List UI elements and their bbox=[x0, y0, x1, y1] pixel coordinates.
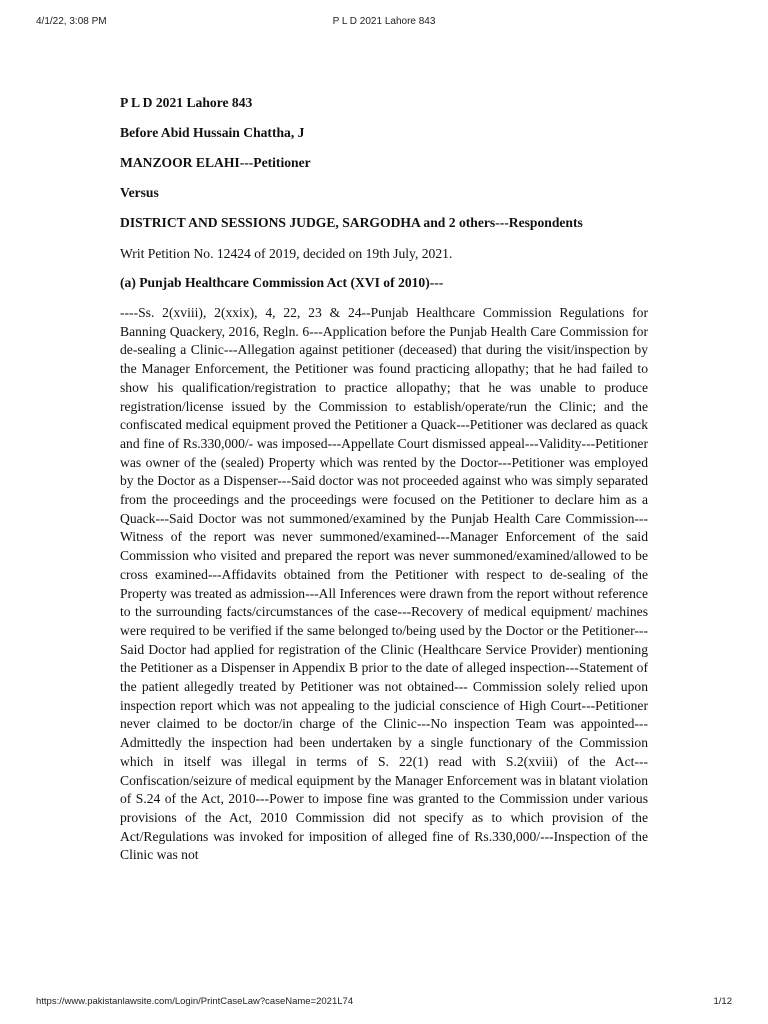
print-header bbox=[36, 16, 732, 32]
bench-line: Before Abid Hussain Chattha, J bbox=[120, 125, 305, 140]
petitioner-line: MANZOOR ELAHI---Petitioner bbox=[120, 155, 311, 170]
print-datetime: 4/1/22, 3:08 PM bbox=[36, 16, 107, 27]
print-footer bbox=[36, 996, 732, 1010]
respondents-line: DISTRICT AND SESSIONS JUDGE, SARGODHA and 2 others---Respondents bbox=[120, 215, 583, 230]
case-document bbox=[120, 94, 648, 865]
versus-line: Versus bbox=[120, 185, 159, 200]
headnote-body: ----Ss. 2(xviii), 2(xxix), 4, 22, 23 & 24--Punjab Healthcare Commission Regulations for Banning Quackery, 2016, Regln. 6---Application before the Punjab Health Care Commission for de-sealing a Clinic---Allegation against petitioner (deceased) that during the visit/inspection by the Manager Enforcement, the Petitioner was found practicing allopathy; that he had failed to show his qualification/registration to practice allopathy; that he was unable to produce registration/license issued by the Commission to establish/operate/run the Clinic; and the confiscated medical equipment proved the Petitioner a Quack---Petitioner was declared as quack and fine of Rs.330,000/- was imposed---Appellate Court dismissed appeal---Validity---Petitioner was owner of the (sealed) Property which was rented by the Doctor---Petitioner was employed by the Doctor as a Dispenser---Said doctor was not proceeded against who was simply separated from the proceedings and the proceedings were focused on the Petitioner to declare him as a Quack---Said Doctor was not summoned/examined by the Punjab Health Care Commission---Witness of the report was never summoned/examined---Manager Enforcement of the said Commission who visited and prepared the report was never summoned/examined/allowed to be cross examined---Affidavits obtained from the Petitioner with respect to de-sealing of the Property was treated as admission---All Inferences were drawn from the report without reference to the surrounding facts/circumstances of the case---Recovery of medical equipment/ machines were required to be verified if the same belonged to/being used by the Doctor or the Petitioner---Said Doctor had applied for registration of the Clinic (Healthcare Service Provider) mentioning the Petitioner as a Dispenser in Appendix B prior to the date of alleged inspection---Statement of the patient allegedly treated by Petitioner was not obtained--- Commission solely relied upon inspection report which was not appealing to the judicial conscience of High Court---Petitioner never claimed to be doctor/in charge of the Clinic---No inspection Team was appointed---Admittedly the inspection had been undertaken by a single functionary of the Commission which in itself was illegal in terms of S. 22(1) read with S.2(xviii) of the Act---Confiscation/seizure of medical equipment by the Manager Enforcement was in blatant violation of S.24 of the Act, 2010---Power to impose fine was granted to the Commission under various provisions of the Act, 2010 Commission did not specify as to which provision of the Act/Regulations was invoked for imposition of alleged fine of Rs.330,000/---Inspection of the Clinic was not bbox=[120, 305, 648, 863]
citation-heading: P L D 2021 Lahore 843 bbox=[120, 95, 253, 110]
print-title: P L D 2021 Lahore 843 bbox=[332, 16, 436, 27]
writ-petition-line: Writ Petition No. 12424 of 2019, decided on 19th July, 2021. bbox=[120, 246, 453, 261]
headnote-heading-a: (a) Punjab Healthcare Commission Act (XVI of 2010)--- bbox=[120, 275, 444, 290]
page-url: https://www.pakistanlawsite.com/Login/PrintCaseLaw?caseName=2021L74 bbox=[36, 996, 354, 1007]
page-number: 1/12 bbox=[713, 996, 732, 1007]
